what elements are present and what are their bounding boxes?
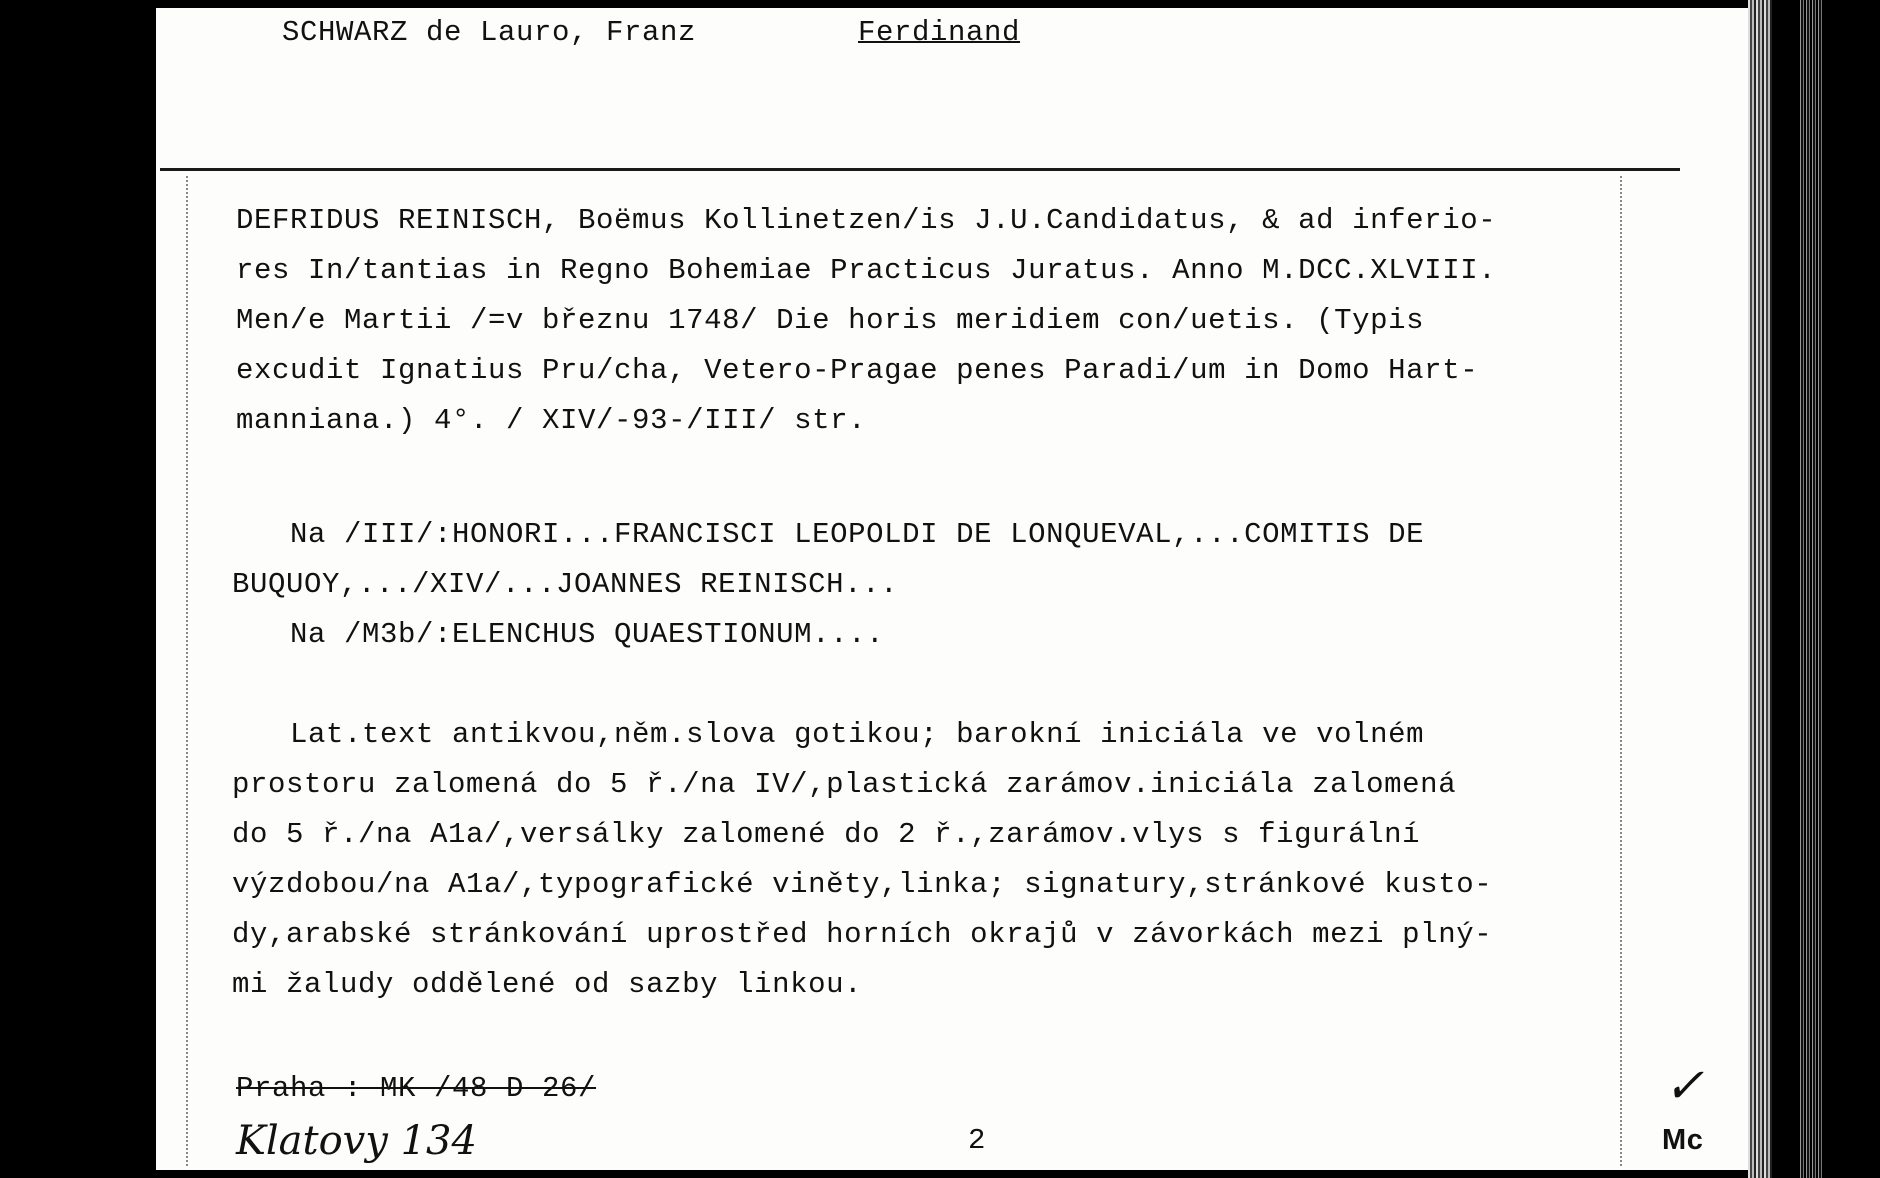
note-line-3: Na /M3b/:ELENCHUS QUAESTIONUM.... [290,618,885,651]
scanner-edge-artifact [1800,0,1822,1178]
body-line-1: DEFRIDUS REINISCH, Boëmus Kollinetzen/is J.U.Candidatus, & ad inferio- [236,204,1497,237]
description-line-5: dy,arabské stránkování uprostřed horních okrajů v závorkách mezi plný- [232,918,1493,951]
location-struck: Praha : MK /48 D 26/ [236,1072,597,1105]
heading-divider [160,168,1680,171]
body-line-3: Men/e Martii /=v březnu 1748/ Die horis meridiem con/uetis. (Typis [236,304,1425,337]
description-line-1: Lat.text antikvou,něm.slova gotikou; barokní iniciála ve volném [290,718,1425,751]
description-line-2: prostoru zalomená do 5 ř./na IV/,plastická zarámov.iniciála zalomená [232,768,1457,801]
left-margin-guide [186,176,188,1166]
heading-author: SCHWARZ de Lauro, Franz [282,16,697,49]
description-line-3: do 5 ř./na A1a/,versálky zalomené do 2 ř.,zarámov.vlys s figurální [232,818,1421,851]
initials: Mc [1662,1124,1704,1156]
right-margin-guide [1620,176,1622,1166]
handwritten-location: Klatovy 134 [236,1118,477,1164]
description-line-6: mi žaludy oddělené od sazby linkou. [232,968,863,1001]
note-line-1: Na /III/:HONORI...FRANCISCI LEOPOLDI DE LONQUEVAL,...COMITIS DE [290,518,1425,551]
note-line-2: BUQUOY,.../XIV/...JOANNES REINISCH... [232,568,899,601]
page-number: 2 [968,1124,987,1157]
checkmark-icon: ✓ [1664,1058,1705,1114]
body-line-4: excudit Ignatius Pru/cha, Vetero-Pragae penes Paradi/um in Domo Hart- [236,354,1479,387]
heading-forename: Ferdinand [858,16,1021,49]
description-line-4: výzdobou/na A1a/,typografické viněty,linka; signatury,stránkové kusto- [232,868,1493,901]
body-line-5: manniana.) 4°. / XIV/-93-/III/ str. [236,404,867,437]
body-line-2: res In/tantias in Regno Bohemiae Practicus Juratus. Anno M.DCC.XLVIII. [236,254,1497,287]
card-edge-scan-artifact [1748,0,1772,1178]
